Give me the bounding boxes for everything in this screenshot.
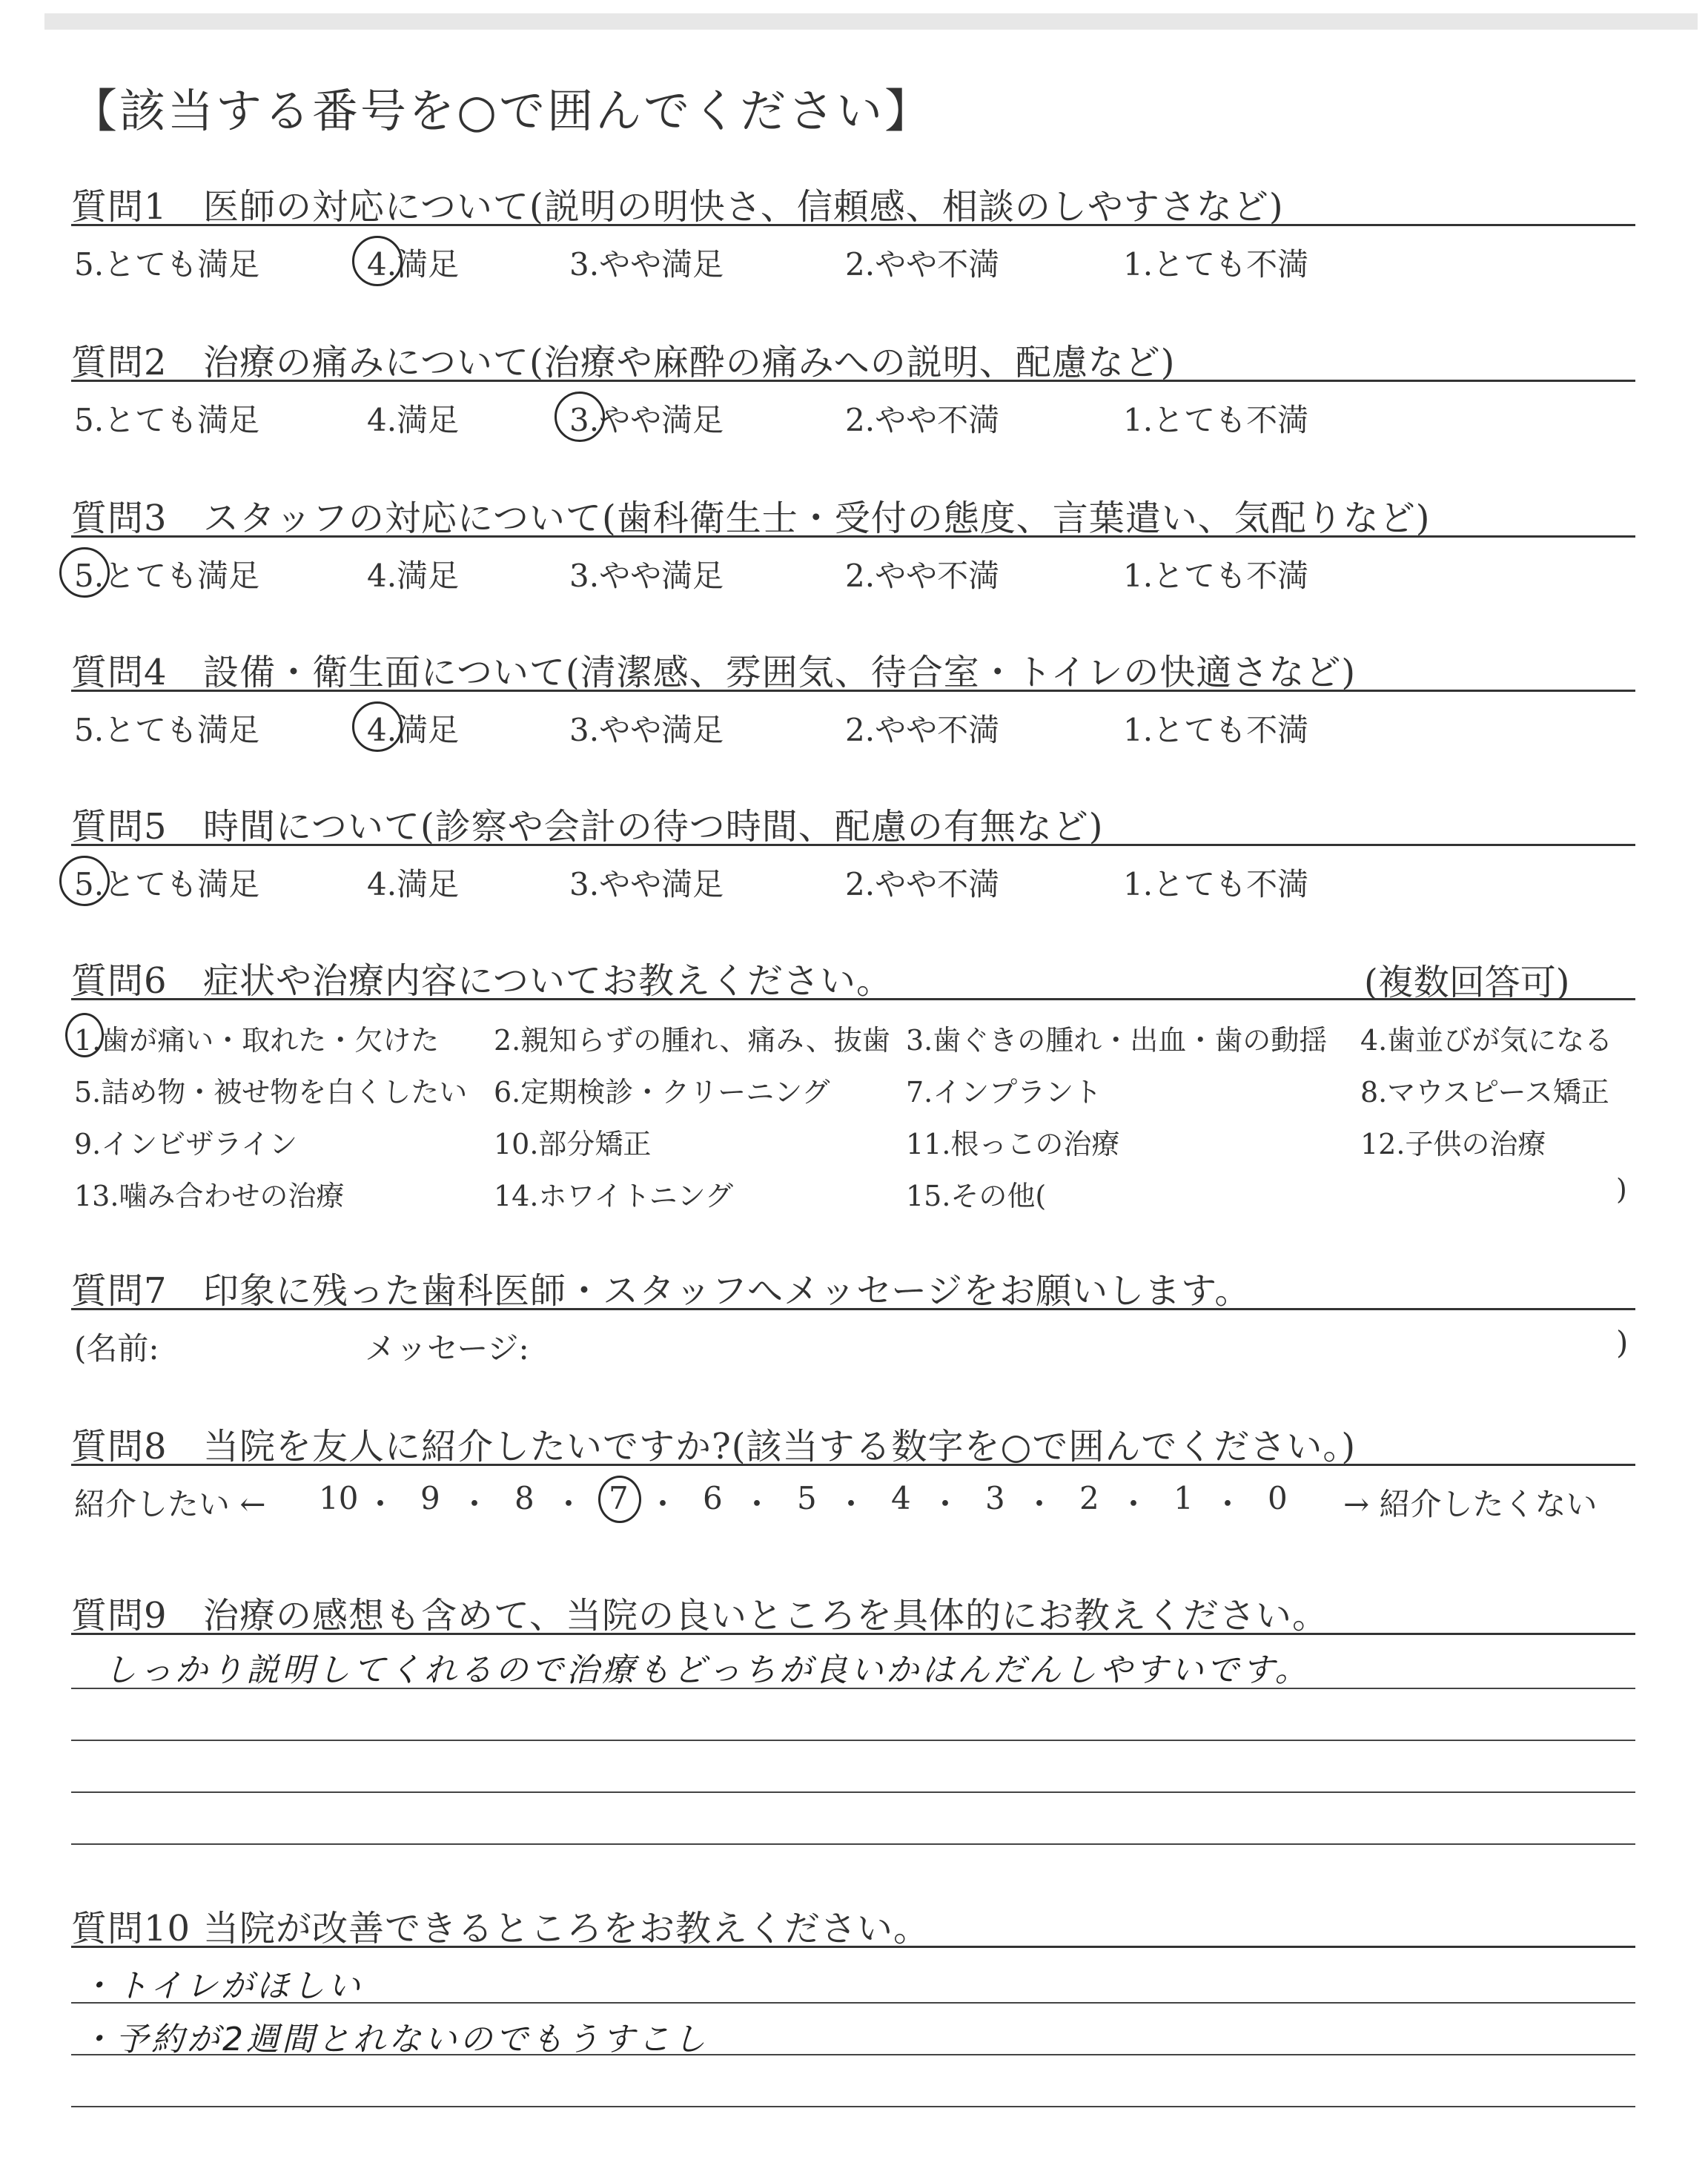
- question-8-text: 当院を友人に紹介したいですか?(該当する数字を○で囲んでください。): [203, 1426, 1357, 1467]
- question-4-option-1[interactable]: 1.とても不満: [1123, 712, 1309, 748]
- question-9-handwritten-answer: しっかり説明してくれるので治療もどっちが良いかはんだんしやすいです。: [104, 1651, 1311, 1689]
- question-6-option-15[interactable]: 15.その他(: [906, 1180, 1047, 1212]
- question-4-option-4[interactable]: 4.満足: [367, 712, 460, 748]
- question-10-underline: [71, 1946, 1635, 1948]
- question-8-scale-7[interactable]: 7: [609, 1480, 629, 1516]
- question-8-dot: ・: [1024, 1486, 1056, 1522]
- question-9-underline: [71, 1633, 1635, 1635]
- question-6-option-11[interactable]: 11.根っこの治療: [906, 1128, 1120, 1160]
- question-10-handwritten-line-1: ・トイレがほしい: [80, 1967, 363, 2005]
- question-7-underline: [71, 1308, 1635, 1310]
- question-8-scale-6[interactable]: 6: [703, 1480, 723, 1516]
- question-2-underline: [71, 380, 1635, 382]
- question-8-scale-1[interactable]: 1: [1174, 1480, 1194, 1516]
- question-6-option-16[interactable]: ): [1616, 1173, 1627, 1206]
- question-10-text: 当院が改善できるところをお教えください。: [203, 1908, 930, 1949]
- question-5-option-1[interactable]: 1.とても不満: [1123, 866, 1309, 902]
- question-7-text: 印象に残った歯科医師・スタッフへメッセージをお願いします。: [203, 1270, 1251, 1312]
- question-8-dot: ・: [459, 1486, 491, 1522]
- question-3-option-4[interactable]: 4.満足: [367, 558, 460, 594]
- question-9-answer-line: [71, 1843, 1635, 1845]
- question-3-underline: [71, 535, 1635, 538]
- question-4-underline: [71, 690, 1635, 692]
- question-6-option-10[interactable]: 10.部分矯正: [494, 1128, 652, 1160]
- question-8-dot: ・: [741, 1486, 773, 1522]
- question-6-title: [71, 952, 893, 1003]
- question-6-option-3[interactable]: 3.歯ぐきの腫れ・出血・歯の動揺: [906, 1024, 1328, 1057]
- question-4-option-2[interactable]: 2.やや不満: [845, 712, 1000, 748]
- question-5-number: 質問5: [71, 806, 168, 848]
- question-1-option-3[interactable]: 3.やや満足: [569, 246, 724, 283]
- question-6-option-8[interactable]: 8.マウスピース矯正: [1360, 1076, 1609, 1109]
- page-title: 【該当する番号を○で囲んでください】: [71, 84, 933, 138]
- question-3-selection-mark: [59, 547, 110, 598]
- question-5-option-3[interactable]: 3.やや満足: [569, 866, 724, 902]
- question-1-option-1[interactable]: 1.とても不満: [1123, 246, 1309, 283]
- question-7-message-label: メッセージ:: [365, 1330, 529, 1367]
- question-5-option-4[interactable]: 4.満足: [367, 866, 460, 902]
- question-8-dot: ・: [1118, 1486, 1150, 1522]
- question-6-option-14[interactable]: 14.ホワイトニング: [494, 1180, 734, 1212]
- question-8-scale-2[interactable]: 2: [1079, 1480, 1099, 1516]
- question-4-option-5[interactable]: 5.とても満足: [74, 712, 260, 748]
- question-3-title: [71, 489, 1431, 541]
- question-4-selection-mark: [352, 701, 403, 752]
- question-4-text: 設備・衛生面について(清潔感、雰囲気、待合室・トイレの快適さなど): [203, 652, 1357, 693]
- question-7-number: 質問7: [71, 1270, 168, 1312]
- question-5-underline: [71, 844, 1635, 846]
- question-8-scale-10[interactable]: 10: [319, 1480, 359, 1516]
- question-5-title: [71, 798, 1104, 849]
- question-6-option-6[interactable]: 6.定期検診・クリーニング: [494, 1076, 830, 1109]
- question-1-title: [71, 178, 1284, 229]
- question-8-dot: ・: [930, 1486, 961, 1522]
- question-3-option-5[interactable]: 5.とても満足: [74, 558, 260, 594]
- question-6-option-13[interactable]: 13.噛み合わせの治療: [74, 1180, 345, 1212]
- question-8-dot: ・: [365, 1486, 397, 1522]
- question-10-handwritten-line-2: ・予約が2週間とれないのでもうすこし: [80, 2021, 709, 2058]
- question-1-selection-mark: [352, 236, 403, 286]
- question-6-option-1[interactable]: 1.歯が痛い・取れた・欠けた: [74, 1024, 440, 1057]
- question-8-left-label: 紹介したい ←: [74, 1486, 266, 1522]
- question-6-number: 質問6: [71, 960, 168, 1002]
- question-9-number: 質問9: [71, 1595, 168, 1636]
- question-5-text: 時間について(診察や会計の待つ時間、配慮の有無など): [203, 806, 1104, 848]
- question-3-option-3[interactable]: 3.やや満足: [569, 558, 724, 594]
- question-6-option-9[interactable]: 9.インビザライン: [74, 1128, 298, 1160]
- question-8-title: [71, 1418, 1356, 1469]
- question-10-number: 質問10: [71, 1908, 191, 1949]
- question-9-title: [71, 1587, 1328, 1638]
- question-3-option-2[interactable]: 2.やや不満: [845, 558, 1000, 594]
- question-6-option-5[interactable]: 5.詰め物・被せ物を白くしたい: [74, 1076, 468, 1109]
- question-3-option-1[interactable]: 1.とても不満: [1123, 558, 1309, 594]
- question-7-title: [71, 1262, 1251, 1313]
- question-1-number: 質問1: [71, 186, 168, 228]
- question-4-number: 質問4: [71, 652, 168, 693]
- question-8-scale-8[interactable]: 8: [514, 1480, 534, 1516]
- question-6-selection-mark: [65, 1013, 104, 1057]
- question-8-scale-9[interactable]: 9: [420, 1480, 440, 1516]
- question-2-title: [71, 334, 1176, 385]
- question-3-number: 質問3: [71, 498, 168, 539]
- question-7-close-paren: ): [1616, 1324, 1629, 1361]
- question-8-number: 質問8: [71, 1426, 168, 1467]
- question-2-option-5[interactable]: 5.とても満足: [74, 402, 260, 438]
- question-8-dot: ・: [1212, 1486, 1244, 1522]
- question-6-option-7[interactable]: 7.インプラント: [906, 1076, 1102, 1109]
- question-10-title: [71, 1900, 930, 1951]
- scan-top-band: [44, 13, 1698, 30]
- question-5-selection-mark: [59, 856, 110, 906]
- question-2-option-1[interactable]: 1.とても不満: [1123, 402, 1309, 438]
- question-8-underline: [71, 1464, 1635, 1466]
- question-5-option-2[interactable]: 2.やや不満: [845, 866, 1000, 902]
- question-1-option-4[interactable]: 4.満足: [367, 246, 460, 283]
- question-9-answer-line: [71, 1791, 1635, 1793]
- question-8-scale-5[interactable]: 5: [797, 1480, 817, 1516]
- question-1-option-5[interactable]: 5.とても満足: [74, 246, 260, 283]
- question-8-dot: ・: [553, 1486, 585, 1522]
- question-8-scale-3[interactable]: 3: [985, 1480, 1005, 1516]
- question-6-text: 症状や治療内容についてお教えください。: [203, 960, 893, 1002]
- question-2-option-3[interactable]: 3.やや満足: [569, 402, 724, 438]
- question-8-dot: ・: [647, 1486, 679, 1522]
- question-2-option-2[interactable]: 2.やや不満: [845, 402, 1000, 438]
- question-9-text: 治療の感想も含めて、当院の良いところを具体的にお教えください。: [203, 1595, 1329, 1636]
- question-8-selection-mark: [598, 1476, 641, 1523]
- question-1-option-2[interactable]: 2.やや不満: [845, 246, 1000, 283]
- question-10-answer-line: [71, 2106, 1635, 2107]
- question-2-option-4[interactable]: 4.満足: [367, 402, 460, 438]
- question-8-dot: ・: [835, 1486, 867, 1522]
- question-1-text: 医師の対応について(説明の明快さ、信頼感、相談のしやすさなど): [203, 186, 1284, 228]
- question-3-text: スタッフの対応について(歯科衛生士・受付の態度、言葉遣い、気配りなど): [203, 498, 1431, 539]
- question-1-underline: [71, 224, 1635, 226]
- question-8-right-label: → 紹介したくない: [1343, 1486, 1598, 1522]
- question-6-note: (複数回答可): [1364, 962, 1570, 1003]
- question-6-option-2[interactable]: 2.親知らずの腫れ、痛み、抜歯: [494, 1024, 890, 1057]
- question-2-selection-mark: [555, 392, 605, 442]
- question-2-text: 治療の痛みについて(治療や麻酔の痛みへの説明、配慮など): [203, 342, 1176, 383]
- question-7-name-label: (名前:: [74, 1330, 159, 1367]
- question-5-option-5[interactable]: 5.とても満足: [74, 866, 260, 902]
- question-8-scale-0[interactable]: 0: [1268, 1480, 1288, 1516]
- question-2-number: 質問2: [71, 342, 168, 383]
- question-8-scale-4[interactable]: 4: [891, 1480, 911, 1516]
- question-4-title: [71, 644, 1356, 695]
- question-4-option-3[interactable]: 3.やや満足: [569, 712, 724, 748]
- question-9-answer-line: [71, 1740, 1635, 1741]
- question-6-option-4[interactable]: 4.歯並びが気になる: [1360, 1024, 1613, 1057]
- question-6-option-12[interactable]: 12.子供の治療: [1360, 1128, 1546, 1160]
